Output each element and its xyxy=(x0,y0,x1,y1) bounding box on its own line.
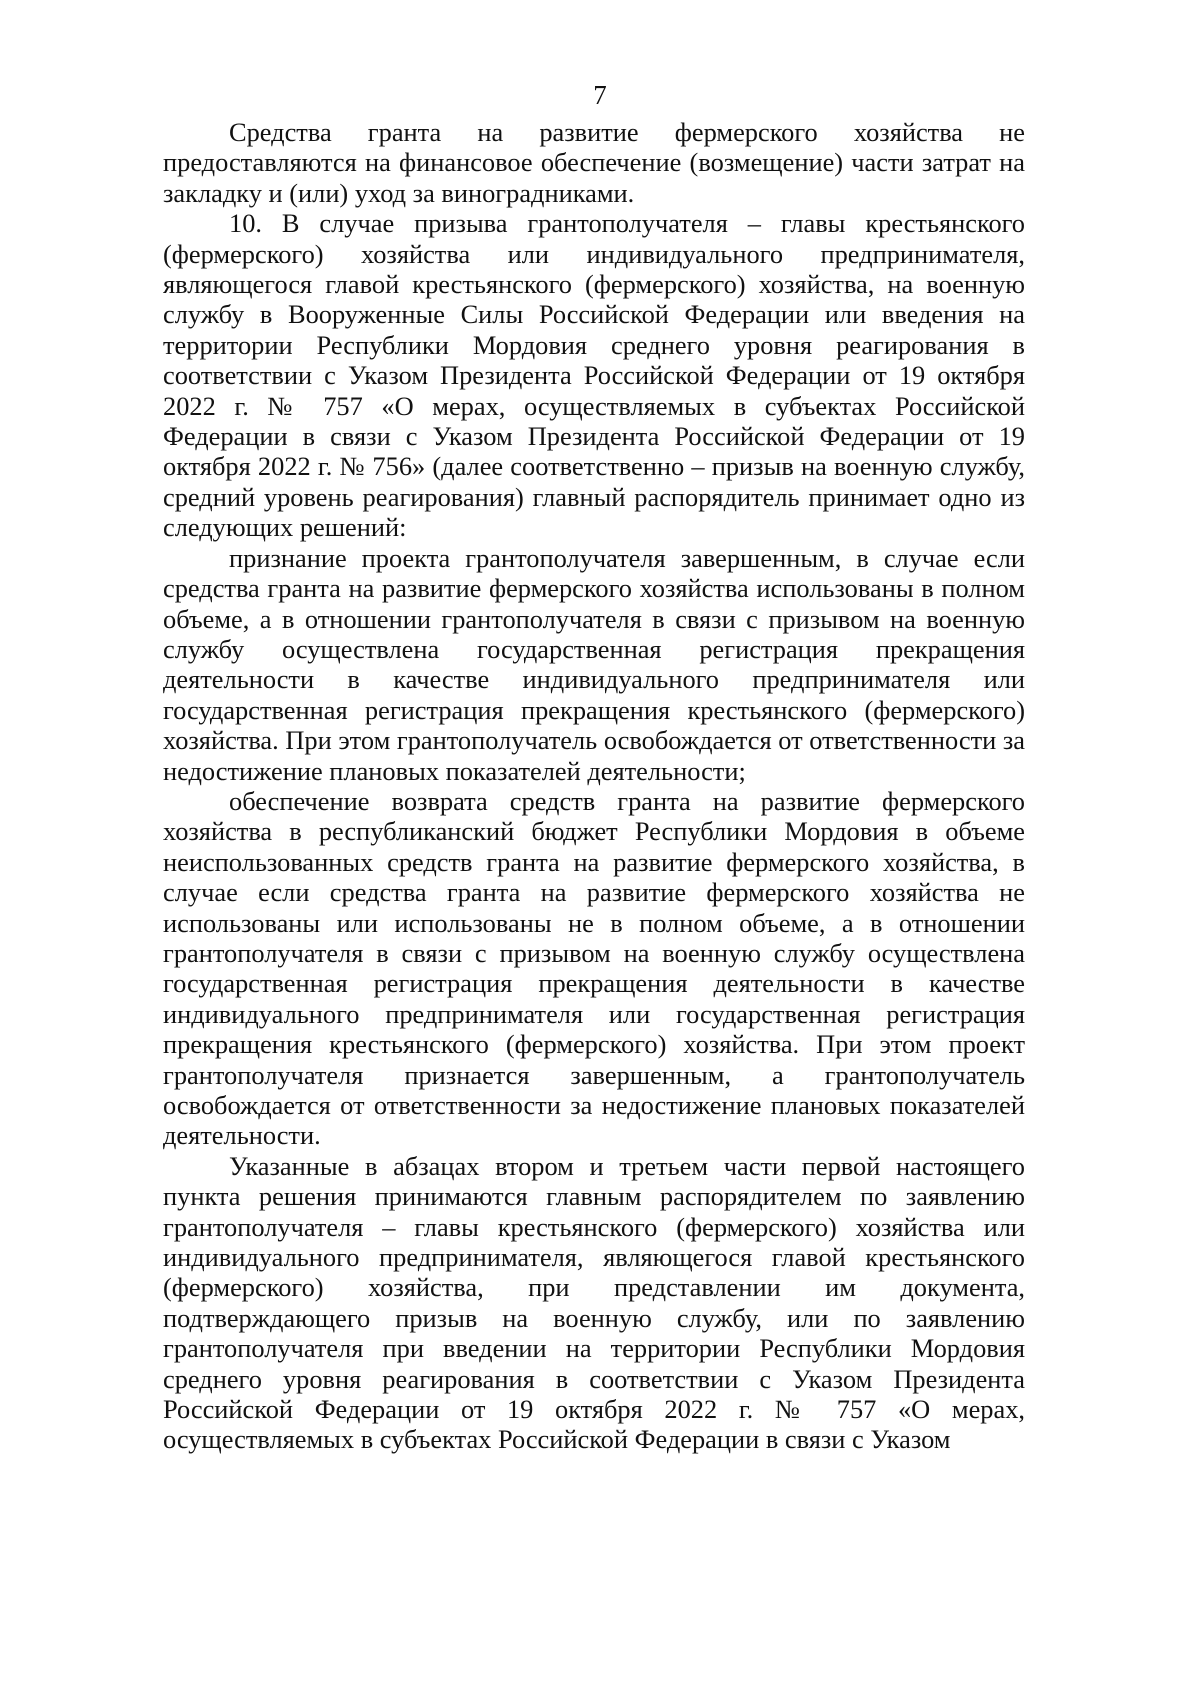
paragraph-decision-procedure: Указанные в абзацах втором и третьем части первой настоящего пункта решения принимаются главным распорядителем по заявлению грантополучателя – главы крестьянского (фермерского) хозяйства или индивидуального предпринимателя, являющегося главой крестьянского (фермерского) хозяйства, при представлении им документа, подтверждающего призыв на военную службу, или по заявлению грантополучателя при введении на территории Республики Мордовия среднего уровня реагирования в соответствии с Указом Президента Российской Федерации от 19 октября 2022 г. № 757 «О мерах, осуществляемых в субъектах Российской Федерации в связи с Указом xyxy=(163,1150,1025,1455)
paragraph-grant-restriction: Средства гранта на развитие фермерского хозяйства не предоставляются на финансовое обеспечение (возмещение) части затрат на закладку и (или) уход за виноградниками. xyxy=(163,117,1025,208)
paragraph-item-10: 10. В случае призыва грантополучателя – главы крестьянского (фермерского) хозяйства или индивидуального предпринимателя, являющегося главой крестьянского (фермерского) хозяйства, на военную службу в Вооруженные Силы Российской Федерации или введения на территории Республики Мордовия среднего уровня реагирования в соответствии с Указом Президента Российской Федерации от 19 октября 2022 г. № 757 «О мерах, осуществляемых в субъектах Российской Федерации в связи с Указом Президента Российской Федерации от 19 октября 2022 г. № 756» (далее соответственно – призыв на военную службу, средний уровень реагирования) главный распорядитель принимает одно из следующих решений: xyxy=(163,208,1025,543)
paragraph-project-completion: признание проекта грантополучателя завершенным, в случае если средства гранта на развитие фермерского хозяйства использованы в полном объеме, а в отношении грантополучателя в связи с призывом на военную службу осуществлена государственная регистрация прекращения деятельности в качестве индивидуального предпринимателя или государственная регистрация прекращения крестьянского (фермерского) хозяйства. При этом грантополучатель освобождается от ответственности за недостижение плановых показателей деятельности; xyxy=(163,542,1025,786)
document-body xyxy=(163,117,1025,1455)
page-number: 7 xyxy=(593,80,607,110)
paragraph-grant-return: обеспечение возврата средств гранта на развитие фермерского хозяйства в республиканский бюджет Республики Мордовия в объеме неиспользованных средств гранта на развитие фермерского хозяйства, в случае если средства гранта на развитие фермерского хозяйства не использованы или использованы не в полном объеме, а в отношении грантополучателя в связи с призывом на военную службу осуществлена государственная регистрация прекращения деятельности в качестве индивидуального предпринимателя или государственная регистрация прекращения крестьянского (фермерского) хозяйства. При этом проект грантополучателя признается завершенным, а грантополучатель освобождается от ответственности за недостижение плановых показателей деятельности. xyxy=(163,785,1025,1151)
